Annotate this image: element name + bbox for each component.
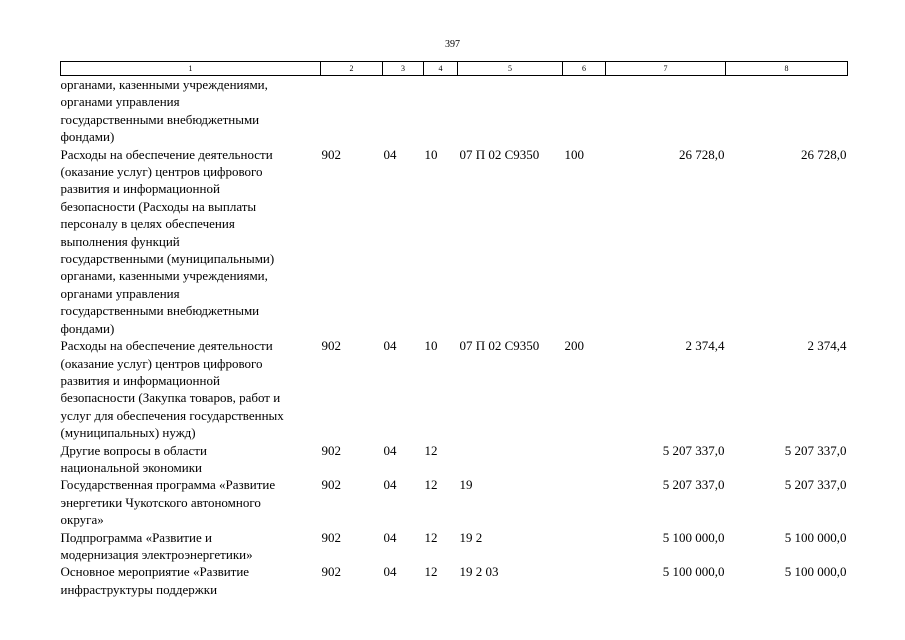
row-amount-2: 5 100 000,0 [784,529,847,545]
row-section: 04 [383,477,397,493]
column-header-3: 3 [383,62,424,76]
row-name: Другие вопросы в области национальной экономики [60,442,207,475]
row-target-item [458,76,563,146]
row-name: Государственная программа «Развитие энергетики Чукотского автономного округа» [60,477,276,528]
table-row [61,529,848,564]
row-expense-type: 200 [564,338,584,354]
row-name: Расходы на обеспечение деятельности (оказание услуг) центров цифрового развития и информационной безопасности (Закупка товаров, работ и услуг для обеспечения государственных (муниципальных) нужд) [60,338,284,441]
table-row [61,476,848,528]
row-expense-type [563,529,606,564]
row-amount-2: 26 728,0 [801,146,847,162]
row-expense-type: 100 [564,146,584,162]
column-header-5: 5 [458,62,563,76]
row-subsection: 12 [424,564,438,580]
row-amount-2: 5 100 000,0 [784,564,847,580]
table-row [61,337,848,441]
row-section: 04 [383,529,397,545]
table-row [61,146,848,337]
row-admin-code: 902 [321,529,341,545]
column-header-8: 8 [726,62,848,76]
row-subsection: 12 [424,442,438,458]
row-expense-type [563,442,606,477]
row-amount-1: 5 207 337,0 [662,477,725,493]
page-number: 397 [445,39,460,50]
row-amount-1: 5 207 337,0 [662,442,725,458]
row-admin-code: 902 [321,338,341,354]
row-admin-code [321,76,383,146]
row-expense-type [563,563,606,598]
row-target-item: 07 П 02 С9350 [459,146,540,162]
row-admin-code: 902 [321,564,341,580]
row-subsection: 10 [424,146,438,162]
row-target-item: 07 П 02 С9350 [459,338,540,354]
row-amount-1: 5 100 000,0 [662,564,725,580]
row-section: 04 [383,146,397,162]
row-amount-1: 2 374,4 [685,338,725,354]
row-section: 04 [383,442,397,458]
row-target-item: 19 2 [459,529,483,545]
row-amount-1 [606,76,726,146]
row-expense-type [563,76,606,146]
row-subsection: 12 [424,477,438,493]
row-target-item: 19 2 03 [459,564,499,580]
row-name: Основное мероприятие «Развитие инфраструктуры поддержки [60,564,250,597]
row-name: Расходы на обеспечение деятельности (оказание услуг) центров цифрового развития и информационной безопасности (Расходы на выплаты персоналу в целях обеспечения выполнения функций государственными (муниципальными) органами, казенными учреждениями, органами управления государственными внебюджетными фондами) [60,146,275,336]
column-number-header [61,62,848,76]
budget-table [60,61,848,598]
column-header-6: 6 [563,62,606,76]
row-subsection: 10 [424,338,438,354]
row-amount-2: 5 207 337,0 [784,442,847,458]
row-amount-2: 5 207 337,0 [784,477,847,493]
row-admin-code: 902 [321,477,341,493]
table-row [61,76,848,146]
column-header-2: 2 [321,62,383,76]
row-subsection: 12 [424,529,438,545]
row-amount-2: 2 374,4 [807,338,847,354]
row-amount-1: 26 728,0 [679,146,725,162]
table-row [61,563,848,598]
row-section [383,76,424,146]
row-section: 04 [383,338,397,354]
row-admin-code: 902 [321,146,341,162]
column-header-4: 4 [424,62,458,76]
row-target-item: 19 [459,477,473,493]
row-expense-type [563,476,606,528]
row-amount-2 [726,76,848,146]
row-subsection [424,76,458,146]
row-admin-code: 902 [321,442,341,458]
row-section: 04 [383,564,397,580]
row-name: Подпрограмма «Развитие и модернизация электроэнергетики» [60,529,253,562]
row-amount-1: 5 100 000,0 [662,529,725,545]
row-target-item [458,442,563,477]
column-header-7: 7 [606,62,726,76]
row-name: органами, казенными учреждениями, органами управления государственными внебюджетными фондами) [60,77,268,145]
table-row [61,442,848,477]
column-header-1: 1 [61,62,321,76]
